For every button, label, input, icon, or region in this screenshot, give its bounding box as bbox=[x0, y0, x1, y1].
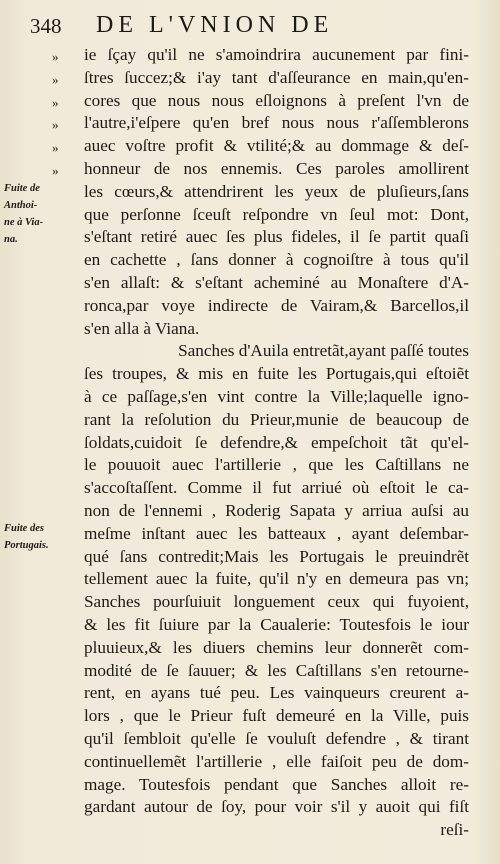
text-line bbox=[0, 432, 500, 455]
text-line bbox=[0, 796, 500, 819]
text-line bbox=[0, 295, 500, 318]
margin-note-line: Portugais. bbox=[4, 540, 49, 551]
line-text: ſes troupes, & mis en fuite les Portugais,qui eſtoiẽt bbox=[84, 364, 469, 384]
text-line bbox=[0, 454, 500, 477]
text-line bbox=[0, 272, 500, 295]
text-line bbox=[0, 409, 500, 432]
line-text: rent, en ayans tué peu. Les vainqueurs creurent a- bbox=[84, 683, 469, 703]
line-text: ſtres ſuccez;& i'ay tant d'aſſeurance en main,qu'en- bbox=[84, 67, 469, 87]
line-text: gardant autour de ſoy, pour voir s'il y auoit qui fiſt bbox=[84, 797, 469, 817]
body-text bbox=[0, 44, 500, 842]
line-text: s'en allaſt: & s'eſtant acheminé au Monaſtere d'A- bbox=[84, 272, 469, 292]
page-number: 348 bbox=[30, 14, 62, 38]
text-line bbox=[0, 249, 500, 272]
text-line bbox=[0, 67, 500, 90]
line-text: lors , que le Prieur fuſt demeuré en la Ville, puis bbox=[84, 706, 469, 726]
line-text: le pouuoit auec l'artillerie , que les Caſtillans ne bbox=[84, 455, 469, 475]
text-line bbox=[0, 386, 500, 409]
text-line bbox=[0, 135, 500, 158]
text-line bbox=[0, 568, 500, 591]
quotation-mark: » bbox=[52, 49, 59, 64]
text-line bbox=[0, 112, 500, 135]
text-line bbox=[0, 500, 500, 523]
line-text: rant la reſolution du Prieur,munie de beaucoup de bbox=[84, 409, 469, 429]
text-line bbox=[0, 158, 500, 181]
line-text: modité de ſe ſauuer; & les Caſtillans s'en retourne- bbox=[84, 660, 469, 680]
line-text: en cachette , ſans donner à cognoiſtre à tous qu'il bbox=[84, 250, 469, 270]
margin-note-line: Anthoi- bbox=[4, 200, 38, 211]
quotation-mark: » bbox=[52, 71, 59, 87]
margin-note-flight-of-portuguese bbox=[4, 520, 49, 554]
line-text: les cœurs,& attendrirent les yeux de pluſieurs,ſans bbox=[84, 181, 469, 201]
margin-note-line: na. bbox=[4, 234, 18, 245]
text-line bbox=[0, 546, 500, 569]
line-text: non de l'ennemi , Roderig Sapata y arriua auſsi au bbox=[84, 500, 469, 520]
line-text: tellement auec la fuite, qu'il n'y en demeura pas vn; bbox=[84, 569, 469, 589]
line-text: s'en alla à Viana. bbox=[84, 318, 200, 338]
text-line bbox=[0, 340, 500, 363]
line-text: qué ſans contredit;Mais les Portugais le preuindrẽt bbox=[84, 546, 469, 566]
text-line bbox=[0, 363, 500, 386]
line-text: mage. Toutesfois pendant que Sanches alloit re- bbox=[84, 774, 469, 794]
line-text: continuellemẽt l'artillerie , elle faiſoit peu de dom- bbox=[84, 751, 469, 771]
line-text: s'eſtant retiré auec ſes plus fideles, il ſe partit quaſi bbox=[84, 227, 469, 247]
text-line bbox=[0, 728, 500, 751]
text-line bbox=[0, 637, 500, 660]
quotation-mark: » bbox=[52, 162, 59, 178]
line-text: qu'il ſembloit qu'elle ſe vouluſt defendre , & tirant bbox=[84, 728, 469, 748]
margin-note-line: Fuite de bbox=[4, 183, 40, 194]
margin-note-line: Fuite des bbox=[4, 523, 44, 534]
line-text: auec voſtre profit & vtilité;& au dommage & deſ- bbox=[84, 136, 469, 156]
line-text: cores que nous nous eſloignons à preſent l'vn de bbox=[84, 90, 469, 110]
line-text: pluuieux,& les diuers chemins leur donnerẽt com- bbox=[84, 637, 469, 657]
running-title: DE L'VNION DE bbox=[96, 12, 334, 38]
page-header bbox=[30, 12, 480, 42]
line-text: que perſonne ſceuſt reſpondre vn ſeul mot: Dont, bbox=[84, 204, 469, 224]
text-line bbox=[0, 660, 500, 683]
line-text: s'accoſtaſſent. Comme il fut arriué où eſtoit le ca- bbox=[84, 478, 469, 498]
margin-note-flight-of-anthoine bbox=[4, 180, 43, 248]
text-line bbox=[0, 204, 500, 227]
line-text: honneur de nos ennemis. Ces paroles amollirent bbox=[84, 158, 469, 178]
text-line bbox=[0, 181, 500, 204]
line-text: ronca,par voye indirecte de Vairam,& Barcellos,il bbox=[84, 295, 469, 315]
text-line bbox=[0, 751, 500, 774]
text-line bbox=[0, 774, 500, 797]
line-text: ſoldats,cuidoit ſe defendre,& empeſchoit tãt qu'el- bbox=[84, 432, 469, 452]
text-line bbox=[0, 682, 500, 705]
line-text: meſme inſtant auec les batteaux , ayant deſembar- bbox=[84, 523, 469, 543]
text-line bbox=[0, 614, 500, 637]
margin-note-line: ne à Via- bbox=[4, 217, 44, 228]
text-line bbox=[0, 819, 500, 842]
text-line bbox=[0, 591, 500, 614]
line-text: reſi- bbox=[440, 820, 469, 840]
text-line bbox=[0, 477, 500, 500]
line-text: Sanches d'Auila entretãt,ayant paſſé toutes bbox=[178, 341, 469, 361]
line-text: l'autre,i'eſpere qu'en bref nous nous r'aſſemblerons bbox=[84, 113, 469, 133]
line-text: & les fit ſuiure par la Caualerie: Toutesfois le iour bbox=[84, 614, 469, 634]
quotation-mark: » bbox=[52, 117, 59, 133]
text-line bbox=[0, 705, 500, 728]
quotation-mark: » bbox=[52, 140, 59, 156]
text-line bbox=[0, 90, 500, 113]
text-line bbox=[0, 318, 500, 341]
line-text: Sanches pourſuiuit longuement ceux qui fuyoient, bbox=[84, 592, 469, 612]
text-line bbox=[0, 226, 500, 249]
line-text: ie ſçay qu'il ne s'amoindrira aucunement par fini- bbox=[84, 45, 469, 64]
text-line bbox=[0, 523, 500, 546]
line-text: à ce paſſage,s'en vint contre la Ville;laquelle igno- bbox=[84, 386, 469, 406]
text-line bbox=[0, 44, 500, 67]
quotation-mark: » bbox=[52, 94, 59, 110]
